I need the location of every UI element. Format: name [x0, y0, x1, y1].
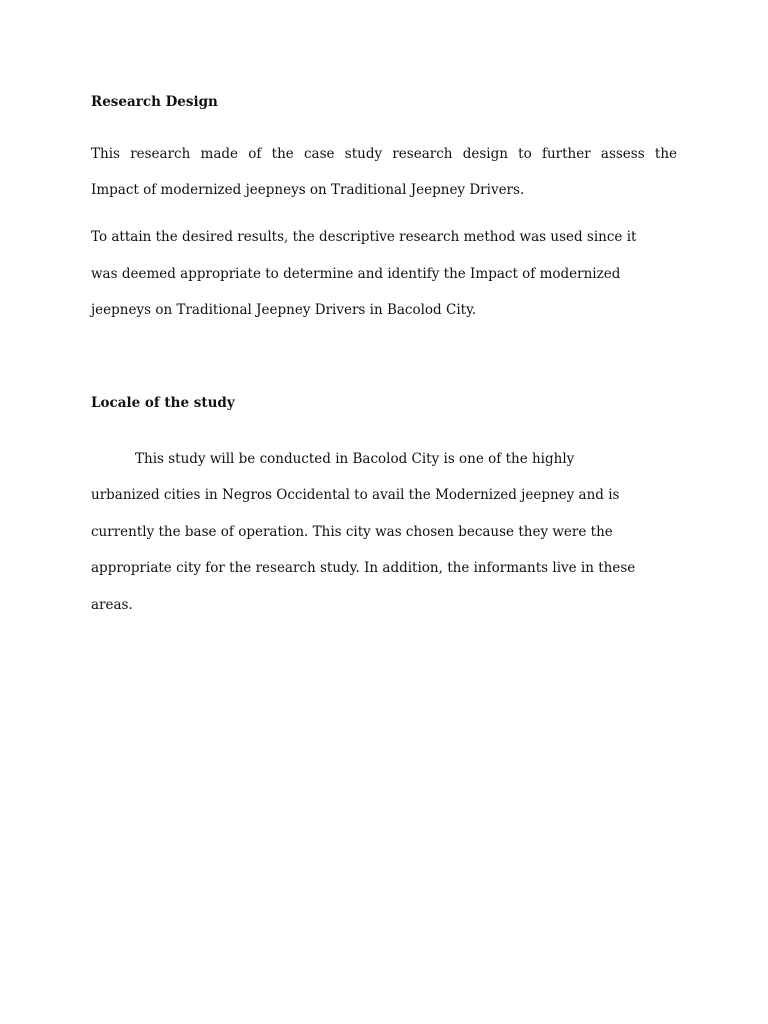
paragraph-line: appropriate city for the research study. In addition, the informants live in these — [91, 560, 636, 576]
paragraph-line: This study will be conducted in Bacolod City is one of the highly — [135, 451, 575, 467]
paragraph-line: areas. — [91, 597, 133, 613]
section-heading-locale: Locale of the study — [91, 395, 235, 411]
section-heading-research-design: Research Design — [91, 94, 218, 110]
paragraph-line: urbanized cities in Negros Occidental to avail the Modernized jeepney and is — [91, 487, 620, 503]
paragraph-line: was deemed appropriate to determine and identify the Impact of modernized — [91, 266, 621, 282]
paragraph-line: currently the base of operation. This city was chosen because they were the — [91, 524, 613, 540]
paragraph-line: This research made of the case study research design to further assess the — [91, 146, 677, 162]
paragraph-line: jeepneys on Traditional Jeepney Drivers in Bacolod City. — [91, 302, 477, 318]
paragraph-line: To attain the desired results, the descriptive research method was used since it — [91, 229, 637, 245]
paragraph-line: Impact of modernized jeepneys on Traditional Jeepney Drivers. — [91, 182, 525, 198]
